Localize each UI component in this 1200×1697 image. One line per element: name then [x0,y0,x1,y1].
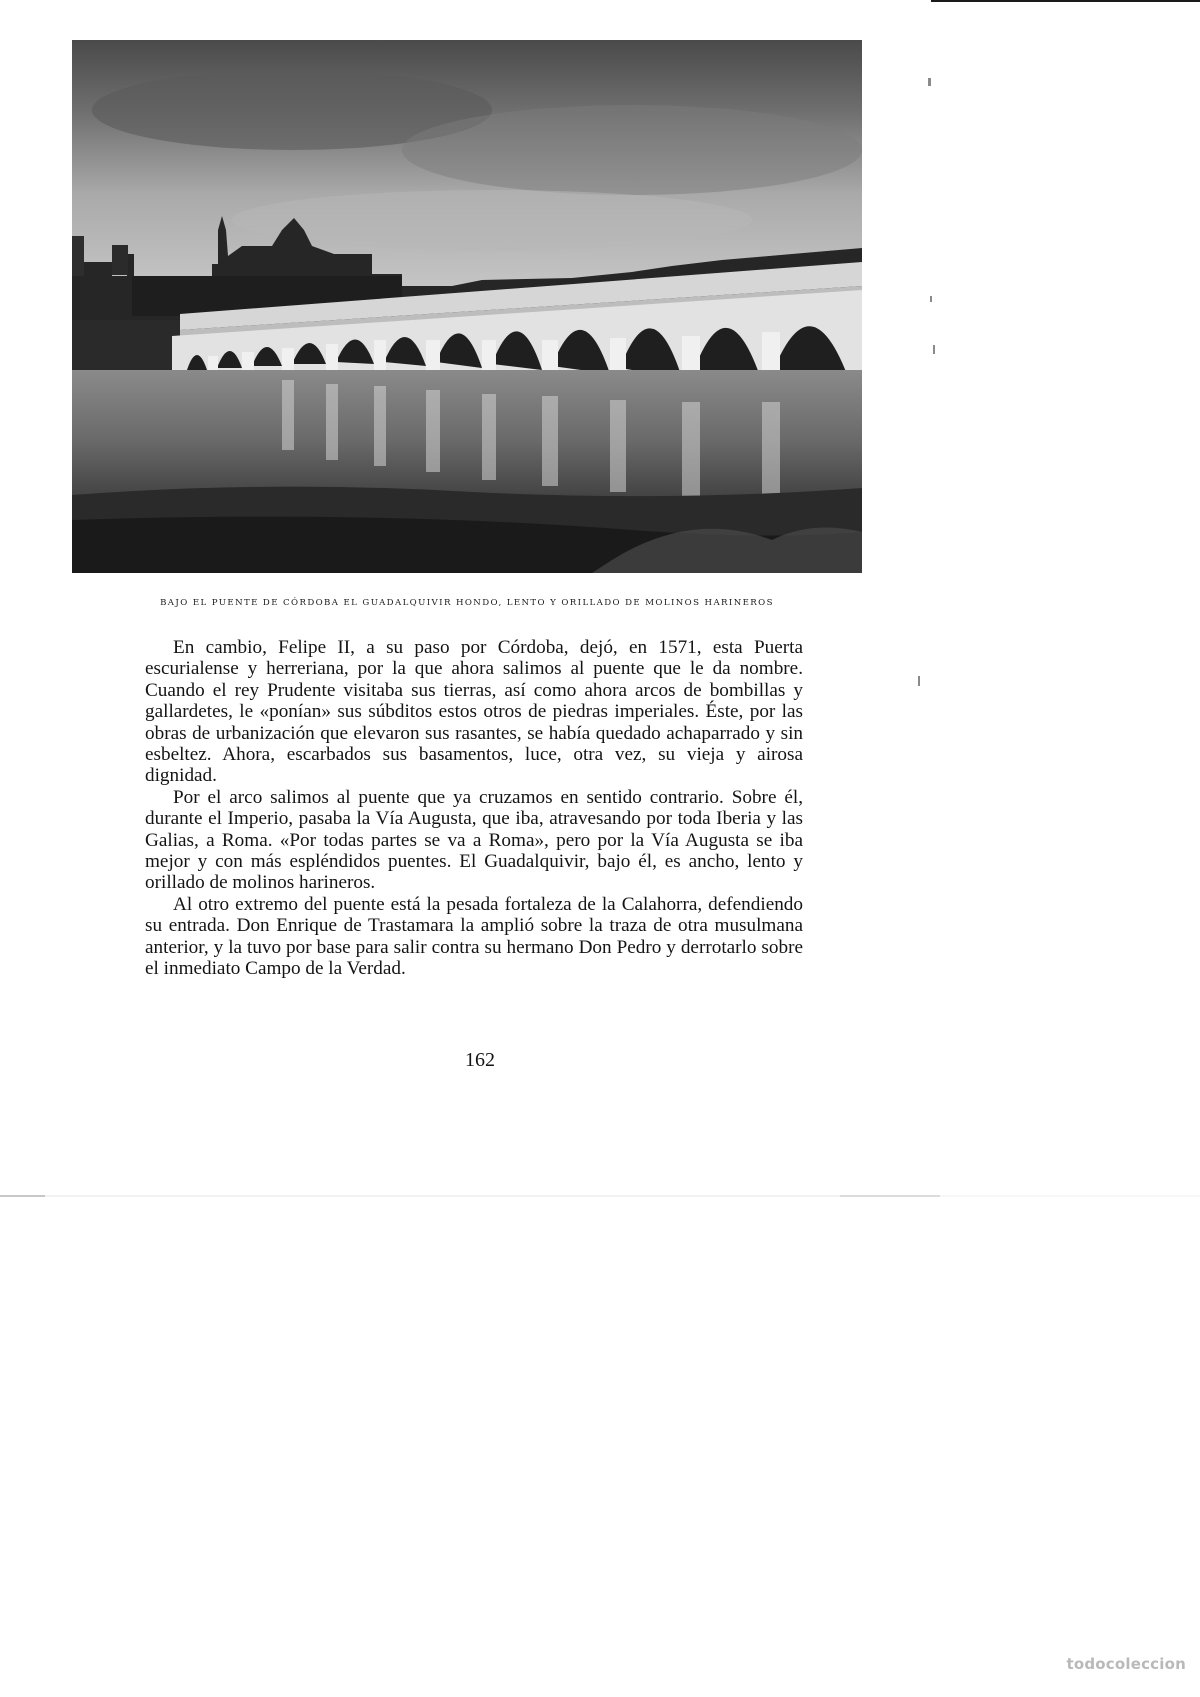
page-edge-line [931,0,1200,2]
watermark-text: todocoleccion [1066,1655,1186,1673]
paper-speck [928,78,931,86]
paragraph: En cambio, Felipe II, a su paso por Córdoba, dejó, en 1571, esta Puerta escurialense y herreriana, por la que ahora salimos al puente que le da nombre. Cuando el rey Prudente visitaba sus tierras, así como ahora arcos de bombillas y gallardetes, le «ponían» sus súbditos estos otros de piedras imperiales. Éste, por las obras de urbanización que elevaron sus rasantes, se había quedado achaparrado y sin esbeltez. Ahora, escarbados sus basamentos, luce, otra vez, su vieja y airosa dignidad. [145,637,803,787]
paragraph: Por el arco salimos al puente que ya cruzamos en sentido contrario. Sobre él, durante el Imperio, pasaba la Vía Augusta, que iba, atravesando por toda Iberia y las Galias, a Roma. «Por todas partes se va a Roma», pero por la Vía Augusta se iba mejor y con más espléndidos puentes. El Guadalquivir, bajo él, es ancho, lento y orillado de molinos harineros. [145,786,803,894]
paper-speck [930,296,932,302]
paper-speck [918,676,920,686]
photo-caption: BAJO EL PUENTE DE CÓRDOBA EL GUADALQUIVIR HONDO, LENTO Y ORILLADO DE MOLINOS HARINEROS [160,598,774,608]
paper-speck [933,345,935,354]
fold-line [0,1195,1200,1197]
bridge-photo [72,40,862,573]
body-text [145,637,803,980]
page-number: 162 [465,1049,495,1071]
paragraph: Al otro extremo del puente está la pesada fortaleza de la Calahorra, defendiendo su entrada. Don Enrique de Trastamara la amplió sobre la traza de otra musulmana anterior, y la tuvo por base para salir contra su hermano Don Pedro y derrotarlo sobre el inmediato Campo de la Verdad. [145,893,803,980]
